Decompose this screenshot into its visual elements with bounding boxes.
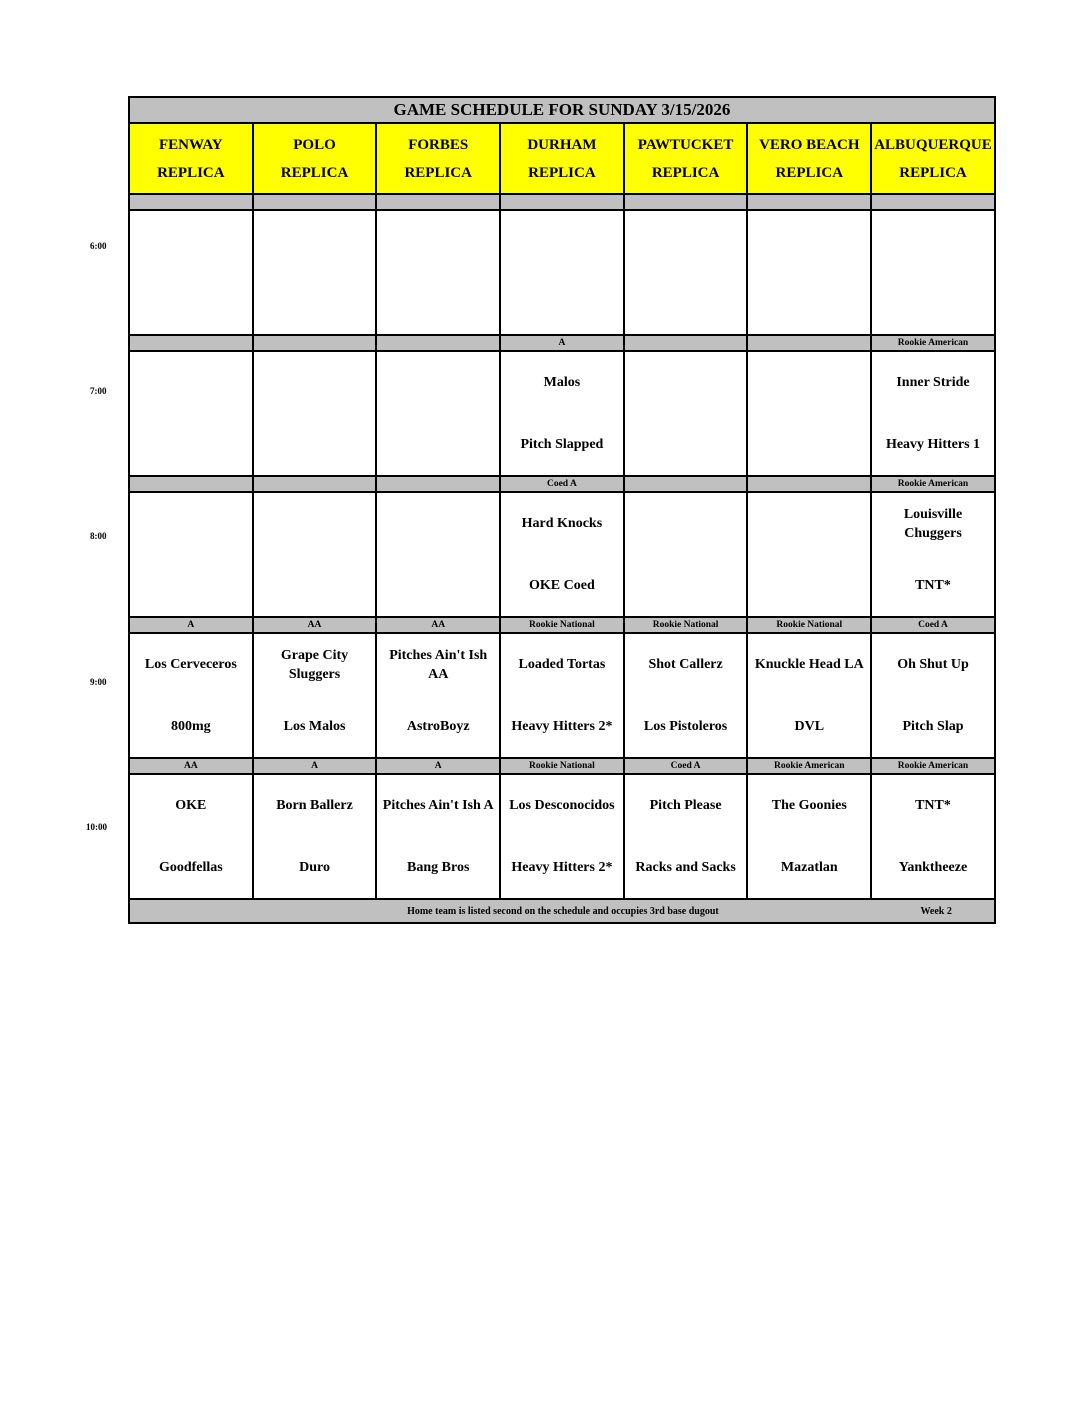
game-cell	[500, 633, 624, 758]
footer-cell	[129, 899, 995, 923]
away-team	[625, 493, 747, 555]
division-label	[253, 194, 377, 210]
field-name: POLO	[293, 136, 336, 153]
week-label: Week 2	[920, 905, 952, 917]
home-team: Pitch Slapped	[520, 436, 604, 452]
away-team: Shot Callerz	[648, 657, 723, 673]
division-row	[129, 476, 995, 492]
field-subtitle: REPLICA	[651, 164, 720, 181]
away-team	[501, 211, 623, 273]
game-cell	[500, 774, 624, 899]
game-cell	[871, 774, 995, 899]
game-cell	[747, 351, 871, 476]
division-label: A	[253, 758, 377, 774]
home-team	[254, 555, 376, 617]
away-team: Pitches Ain't Ish AA	[389, 647, 488, 682]
schedule-table	[128, 96, 996, 924]
home-team	[748, 414, 870, 476]
footer-row	[129, 899, 995, 923]
away-team: TNT*	[915, 798, 951, 814]
home-team	[625, 414, 747, 476]
away-team: OKE	[175, 798, 207, 814]
home-team	[501, 273, 623, 335]
field-header-forbes	[376, 123, 500, 194]
home-team: Mazatlan	[780, 859, 838, 875]
game-cell	[871, 351, 995, 476]
division-label	[129, 194, 253, 210]
away-team	[130, 352, 252, 414]
away-team: Los Desconocidos	[509, 798, 615, 814]
home-team	[130, 414, 252, 476]
home-team	[254, 273, 376, 335]
away-team	[377, 352, 499, 414]
away-team: Oh Shut Up	[897, 657, 969, 673]
home-team	[254, 414, 376, 476]
game-cell	[871, 210, 995, 335]
away-team: Los Cerveceros	[144, 657, 237, 673]
time-label: 8:00	[90, 531, 107, 541]
home-team	[377, 414, 499, 476]
away-team: Pitch Please	[649, 798, 722, 814]
footer-note: Home team is listed second on the schedule and occupies 3rd base dugout	[407, 905, 719, 917]
home-team: Racks and Sacks	[635, 859, 736, 875]
home-team: TNT*	[915, 577, 951, 593]
away-team	[377, 493, 499, 555]
division-label: Coed A	[871, 617, 995, 633]
game-cell	[129, 210, 253, 335]
game-cell	[871, 492, 995, 617]
away-team	[130, 493, 252, 555]
field-subtitle: REPLICA	[157, 164, 225, 181]
field-header-vero-beach	[747, 123, 871, 194]
home-team: Duro	[299, 859, 330, 875]
away-team: Inner Stride	[896, 375, 970, 391]
division-row	[129, 335, 995, 351]
schedule-title: GAME SCHEDULE FOR SUNDAY 3/15/2026	[129, 97, 995, 123]
division-label	[747, 335, 871, 351]
division-label: Coed A	[500, 476, 624, 492]
home-team: Los Pistoleros	[643, 718, 728, 734]
game-cell	[624, 351, 748, 476]
home-team: DVL	[794, 718, 825, 734]
division-label	[376, 335, 500, 351]
away-team	[254, 211, 376, 273]
away-team	[254, 493, 376, 555]
field-header-albuquerque	[871, 123, 995, 194]
game-cell	[747, 633, 871, 758]
away-team: Malos	[543, 375, 581, 391]
game-cell	[871, 633, 995, 758]
game-cell	[500, 351, 624, 476]
division-label: AA	[376, 617, 500, 633]
time-label: 9:00	[90, 677, 107, 687]
field-header-polo	[253, 123, 377, 194]
away-team	[254, 352, 376, 414]
division-label: A	[129, 617, 253, 633]
game-cell	[747, 210, 871, 335]
home-team	[377, 273, 499, 335]
home-team: 800mg	[171, 718, 211, 734]
field-name: VERO BEACH	[759, 136, 860, 153]
away-team: Born Ballerz	[276, 798, 353, 814]
division-label	[129, 335, 253, 351]
game-cell	[624, 633, 748, 758]
home-team	[748, 555, 870, 617]
home-team: Los Malos	[283, 718, 346, 734]
field-subtitle: REPLICA	[404, 164, 472, 181]
field-subtitle: REPLICA	[899, 164, 967, 181]
home-team	[377, 555, 499, 617]
division-label	[129, 476, 253, 492]
field-header-row	[129, 123, 995, 194]
game-cell	[129, 492, 253, 617]
home-team: Heavy Hitters 2*	[511, 718, 613, 734]
division-label	[747, 194, 871, 210]
division-label	[871, 194, 995, 210]
home-team: Heavy Hitters 2*	[511, 859, 613, 875]
division-label	[376, 476, 500, 492]
division-label: A	[500, 335, 624, 351]
away-team: The Goonies	[771, 798, 847, 814]
game-cell	[747, 492, 871, 617]
home-team	[872, 273, 994, 335]
game-cell	[129, 633, 253, 758]
away-team	[748, 352, 870, 414]
game-cell	[624, 492, 748, 617]
division-label: AA	[253, 617, 377, 633]
away-team: Loaded Tortas	[518, 657, 606, 673]
field-name: PAWTUCKET	[637, 136, 734, 153]
home-team	[130, 555, 252, 617]
division-label: Rookie American	[871, 758, 995, 774]
division-label	[624, 476, 748, 492]
home-team	[625, 273, 747, 335]
time-slot-row	[129, 774, 995, 899]
division-row	[129, 617, 995, 633]
home-team: Goodfellas	[158, 859, 223, 875]
division-label: Rookie National	[624, 617, 748, 633]
game-cell	[500, 492, 624, 617]
home-team: OKE Coed	[529, 577, 595, 593]
game-cell	[253, 492, 377, 617]
game-cell	[376, 351, 500, 476]
away-team: Knuckle Head LA	[754, 657, 864, 673]
away-team	[625, 211, 747, 273]
division-label	[500, 194, 624, 210]
game-cell	[747, 774, 871, 899]
field-header-pawtucket	[624, 123, 748, 194]
away-team	[872, 211, 994, 273]
home-team	[130, 273, 252, 335]
home-team: Pitch Slap	[902, 718, 964, 734]
field-subtitle: REPLICA	[775, 164, 844, 181]
home-team	[748, 273, 870, 335]
away-team	[130, 211, 252, 273]
field-header-durham	[500, 123, 624, 194]
game-cell	[500, 210, 624, 335]
home-team: Bang Bros	[407, 859, 470, 875]
field-subtitle: REPLICA	[280, 164, 349, 181]
field-name: FORBES	[408, 136, 469, 153]
game-cell	[376, 210, 500, 335]
division-label	[253, 335, 377, 351]
home-team: AstroBoyz	[406, 718, 470, 734]
division-label: A	[376, 758, 500, 774]
away-team	[748, 211, 870, 273]
division-label: Rookie National	[500, 758, 624, 774]
division-label: AA	[129, 758, 253, 774]
division-label: Rookie American	[871, 335, 995, 351]
game-cell	[253, 633, 377, 758]
division-label: Coed A	[624, 758, 748, 774]
time-label: 6:00	[90, 241, 107, 251]
away-team: Louisville Chuggers	[903, 506, 963, 541]
home-team	[625, 555, 747, 617]
division-row	[129, 758, 995, 774]
time-slot-row	[129, 210, 995, 335]
division-label: Rookie National	[747, 617, 871, 633]
field-name: DURHAM	[527, 136, 597, 153]
time-label: 7:00	[90, 386, 107, 396]
home-team: Heavy Hitters 1	[885, 436, 981, 452]
division-label: Rookie American	[747, 758, 871, 774]
time-label: 10:00	[86, 822, 107, 832]
division-row	[129, 194, 995, 210]
away-team	[748, 493, 870, 555]
division-label	[376, 194, 500, 210]
game-cell	[253, 774, 377, 899]
division-label	[747, 476, 871, 492]
game-cell	[253, 210, 377, 335]
game-cell	[253, 351, 377, 476]
division-label: Rookie National	[500, 617, 624, 633]
game-cell	[376, 774, 500, 899]
field-header-fenway	[129, 123, 253, 194]
time-slot-row	[129, 351, 995, 476]
field-name: FENWAY	[159, 136, 223, 153]
time-slot-row	[129, 633, 995, 758]
game-cell	[376, 633, 500, 758]
away-team	[625, 352, 747, 414]
division-label	[624, 335, 748, 351]
game-cell	[129, 351, 253, 476]
away-team: Hard Knocks	[521, 516, 603, 532]
home-team: Yanktheeze	[898, 859, 968, 875]
field-name: ALBUQUERQUE	[874, 136, 992, 153]
game-cell	[624, 210, 748, 335]
division-label	[253, 476, 377, 492]
away-team: Pitches Ain't Ish A	[382, 798, 494, 814]
time-slot-row	[129, 492, 995, 617]
away-team	[377, 211, 499, 273]
division-label	[624, 194, 748, 210]
field-subtitle: REPLICA	[528, 164, 596, 181]
game-cell	[129, 774, 253, 899]
game-cell	[624, 774, 748, 899]
game-cell	[376, 492, 500, 617]
away-team: Grape City Sluggers	[280, 647, 349, 682]
division-label: Rookie American	[871, 476, 995, 492]
